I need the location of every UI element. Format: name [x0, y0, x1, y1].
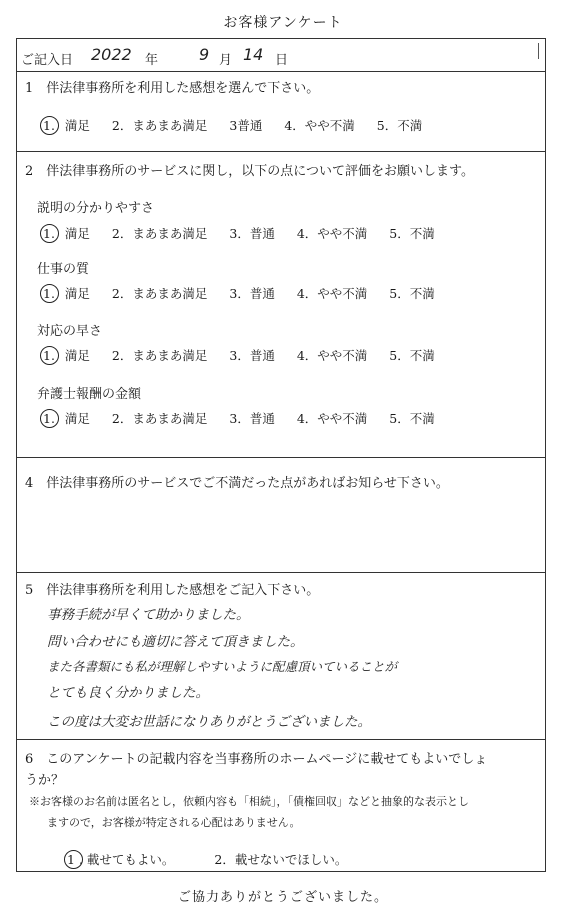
question-6-note-line1: ※お客様のお名前は匿名とし，依頼内容も「相続」，「債権回収」などと抽象的な表示とし	[29, 795, 469, 808]
option-2[interactable]: 2．まあまあ満足	[111, 226, 208, 241]
question-1-options	[43, 116, 422, 134]
option-1-selected[interactable]: 1.	[43, 286, 55, 301]
option-5[interactable]: 5．不満	[376, 118, 423, 133]
option-2[interactable]: 2．まあまあ満足	[111, 348, 208, 363]
option-5[interactable]: 5．不満	[389, 286, 435, 301]
option-4[interactable]: 4．やや不満	[296, 286, 368, 301]
question-1-section	[17, 72, 545, 152]
option-5[interactable]: 5．不満	[389, 226, 435, 241]
option-4[interactable]: 4．やや不満	[284, 118, 355, 133]
question-6-options	[67, 850, 347, 868]
question-6-section	[17, 740, 545, 873]
option-1-selected[interactable]: 1.	[43, 118, 55, 133]
q2-item-label: 対応の早さ	[37, 324, 103, 339]
option-1-label: 満足	[64, 118, 90, 133]
option-4[interactable]: 4．やや不満	[296, 226, 368, 241]
option-1-label: 満足	[64, 411, 90, 426]
date-day[interactable]: 14	[243, 45, 264, 64]
option-1-selected[interactable]: 1.	[43, 411, 55, 426]
option-3[interactable]: 3．普通	[229, 348, 275, 363]
answer-line: この度は大変お世話になりありがとうございました。	[47, 714, 371, 730]
q2-item-options	[43, 409, 435, 427]
option-1-label: 満足	[64, 226, 90, 241]
option-1-label: 満足	[64, 348, 90, 363]
option-2[interactable]: 2．まあまあ満足	[111, 286, 208, 301]
option-1-selected[interactable]: 1.	[43, 348, 55, 363]
question-2-text: 2 伴法律事務所のサービスに関し，以下の点について評価をお願いします。	[25, 164, 474, 179]
question-5-text: 5 伴法律事務所を利用した感想をご記入下さい。	[25, 583, 320, 598]
option-allow-selected[interactable]: 1	[67, 852, 75, 867]
q2-item-label: 説明の分かりやすさ	[37, 201, 155, 216]
question-4-text: 4 伴法律事務所のサービスでご不満だった点があればお知らせ下さい。	[25, 476, 449, 491]
q2-item-label: 弁護士報酬の金額	[37, 387, 142, 402]
question-4-answer-area[interactable]	[25, 496, 537, 566]
option-deny[interactable]: 2．載せないでほしい。	[214, 852, 348, 867]
q2-item-options	[43, 284, 435, 302]
survey-form	[16, 38, 546, 872]
option-3[interactable]: 3．普通	[229, 411, 275, 426]
option-1-selected[interactable]: 1.	[43, 226, 55, 241]
q2-item-options	[43, 224, 435, 242]
date-month[interactable]: 9	[199, 45, 210, 64]
option-4[interactable]: 4．やや不満	[296, 348, 368, 363]
option-1-label: 満足	[64, 286, 90, 301]
option-5[interactable]: 5．不満	[389, 411, 435, 426]
option-allow-label: . 載せてもよい。	[78, 852, 175, 867]
date-day-unit: 日	[275, 53, 289, 68]
footer-thanks: ご協力ありがとうございました。	[177, 890, 388, 905]
question-6-text-line2: うか？	[25, 773, 65, 788]
answer-line: 問い合わせにも適切に答えて頂きました。	[47, 634, 304, 650]
question-6-text-line1: 6 このアンケートの記載内容を当事務所のホームページに載せてもよいでしょ	[25, 752, 488, 767]
question-1-text: 1 伴法律事務所を利用した感想を選んで下さい。	[25, 81, 320, 96]
q2-item-label: 仕事の質	[37, 262, 90, 277]
option-3[interactable]: 3．普通	[229, 226, 275, 241]
date-label: ご記入日	[21, 53, 74, 68]
answer-line: とても良く分かりました。	[47, 685, 209, 701]
date-year-unit: 年	[145, 53, 159, 68]
question-4-section	[17, 458, 545, 573]
option-4[interactable]: 4．やや不満	[296, 411, 368, 426]
margin-tick	[538, 43, 539, 59]
option-3[interactable]: 3普通	[229, 118, 263, 133]
question-5-section	[17, 573, 545, 740]
option-3[interactable]: 3．普通	[229, 286, 275, 301]
question-5-answer-area[interactable]	[17, 573, 545, 739]
date-row	[17, 39, 545, 72]
answer-line: 事務手続が早くて助かりました。	[47, 607, 250, 623]
answer-line: また各書類にも私が理解しやすいように配慮頂いていることが	[47, 659, 398, 674]
date-year[interactable]: 2022	[91, 45, 132, 64]
date-month-unit: 月	[219, 53, 233, 68]
q2-item-options	[43, 346, 435, 364]
question-2-section	[17, 152, 545, 458]
option-2[interactable]: 2．まあまあ満足	[111, 118, 208, 133]
option-2[interactable]: 2．まあまあ満足	[111, 411, 208, 426]
question-6-note-line2: ますので，お客様が特定される心配はありません。	[47, 816, 301, 829]
survey-title: お客様アンケート	[223, 15, 343, 31]
option-5[interactable]: 5．不満	[389, 348, 435, 363]
